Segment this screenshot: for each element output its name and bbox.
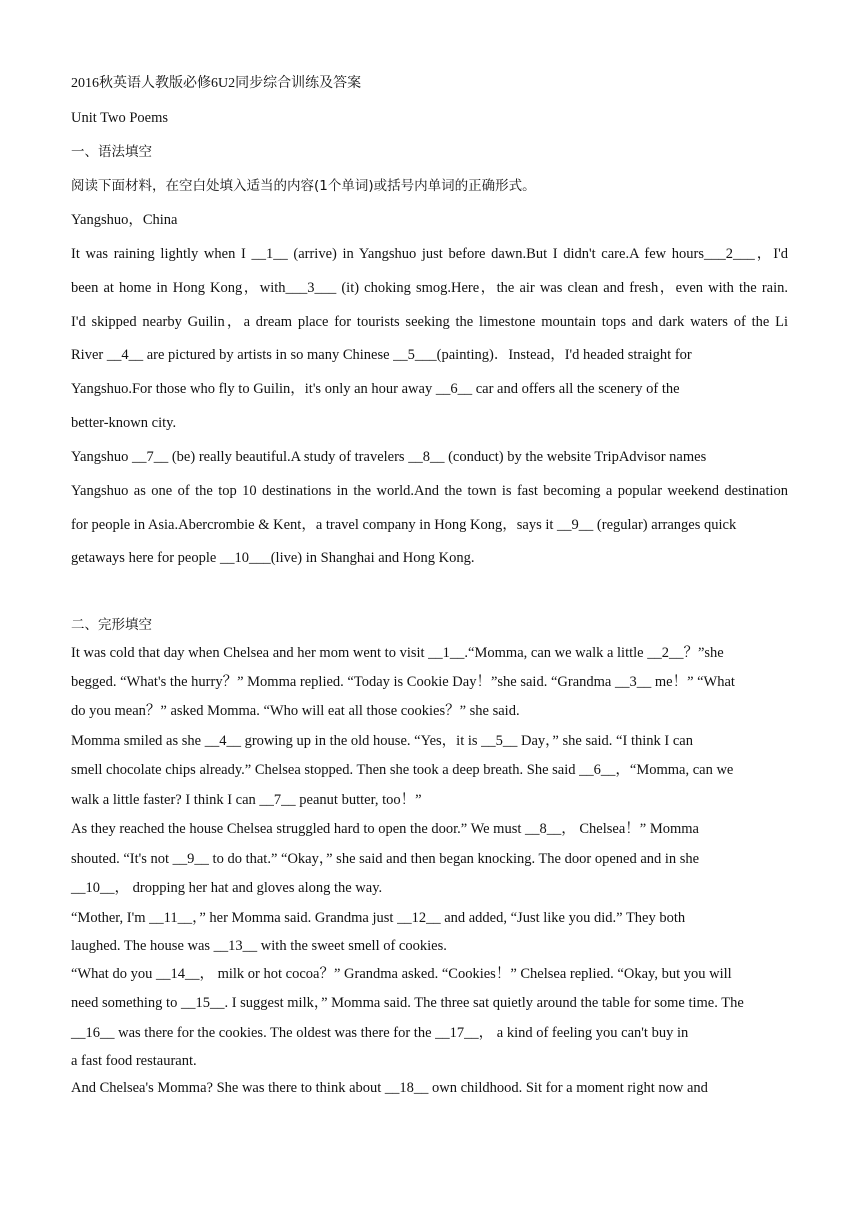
document-title: 2016秋英语人教版必修6U2同步综合训练及答案 xyxy=(71,76,362,91)
passage2-line: Momma smiled as she __4__ growing up in the old house. “Yes，it is __5__ Day，” she said. “I think I can xyxy=(71,733,693,749)
passage1-line: getaways here for people __10___(live) in Shanghai and Hong Kong. xyxy=(71,550,475,566)
passage1-line: River __4__ are pictured by artists in so many Chinese __5___(painting)．Instead，I'd headed straight for xyxy=(71,347,692,363)
passage2-line: “Mother, I'm __11__，” her Momma said. Grandma just __12__ and added, “Just like you did.” They both xyxy=(71,910,686,926)
passage1-line: been at home in Hong Kong，with___3___ (it) choking smog.Here，the air was clean and fresh，even with the rain. xyxy=(71,280,788,296)
passage2-line: laughed. The house was __13__ with the sweet smell of cookies. xyxy=(71,938,447,954)
passage2-line: __16__ was there for the cookies. The oldest was there for the __17__， a kind of feeling you can't buy in xyxy=(71,1025,689,1041)
passage2-line: do you mean？” asked Momma. “Who will eat all those cookies？” she said. xyxy=(71,703,520,719)
unit-heading: Unit Two Poems xyxy=(71,110,169,126)
passage1-line: I'd skipped nearby Guilin，a dream place for tourists seeking the limestone mountain tops and dark waters of the Li xyxy=(71,314,788,330)
passage1-line: Yangshuo __7__ (be) really beautiful.A study of travelers __8__ (conduct) by the website TripAdvisor names xyxy=(71,449,707,465)
section1-instruction: 阅读下面材料，在空白处填入适当的内容(1个单词)或括号内单词的正确形式。 xyxy=(71,178,536,194)
passage2-line: And Chelsea's Momma? She was there to think about __18__ own childhood. Sit for a moment right now and xyxy=(71,1080,708,1096)
passage2-line: As they reached the house Chelsea struggled hard to open the door.” We must __8__， Chelsea！” Momma xyxy=(71,821,699,837)
passage1-line: It was raining lightly when I __1__ (arrive) in Yangshuo just before dawn.But I didn't care.A few hours___2___，I'd xyxy=(71,246,788,262)
passage1-line: better-known city. xyxy=(71,415,177,431)
passage1-line: Yangshuo，China xyxy=(71,212,178,228)
section1-heading: 一、语法填空 xyxy=(71,144,152,160)
passage2-line: need something to __15__. I suggest milk，” Momma said. The three sat quietly around the table for some time. The xyxy=(71,995,744,1011)
passage2-line: a fast food restaurant. xyxy=(71,1053,197,1069)
passage1-line: Yangshuo as one of the top 10 destinations in the world.And the town is fast becoming a popular weekend destination xyxy=(71,483,788,499)
passage2-line: It was cold that day when Chelsea and her mom went to visit __1__.“Momma, can we walk a little __2__？”she xyxy=(71,645,724,661)
passage1-line: for people in Asia.Abercrombie & Kent，a travel company in Hong Kong，says it __9__ (regular) arranges quick xyxy=(71,517,737,533)
passage2-line: begged. “What's the hurry？” Momma replied. “Today is Cookie Day！”she said. “Grandma __3__ me！” “What xyxy=(71,674,735,690)
passage2-line: “What do you __14__， milk or hot cocoa？” Grandma asked. “Cookies！” Chelsea replied. “Okay, but you will xyxy=(71,966,732,982)
passage2-line: smell chocolate chips already.” Chelsea stopped. Then she took a deep breath. She said __6__，“Momma, can we xyxy=(71,762,734,778)
passage2-line: __10__， dropping her hat and gloves along the way. xyxy=(71,880,383,896)
passage2-line: shouted. “It's not __9__ to do that.” “Okay，” she said and then began knocking. The door opened and in she xyxy=(71,851,700,867)
passage2-line: walk a little faster? I think I can __7__ peanut butter, too！” xyxy=(71,792,422,808)
passage1-line: Yangshuo.For those who fly to Guilin，it's only an hour away __6__ car and offers all the scenery of the xyxy=(71,381,680,397)
section2-heading: 二、完形填空 xyxy=(71,617,152,633)
